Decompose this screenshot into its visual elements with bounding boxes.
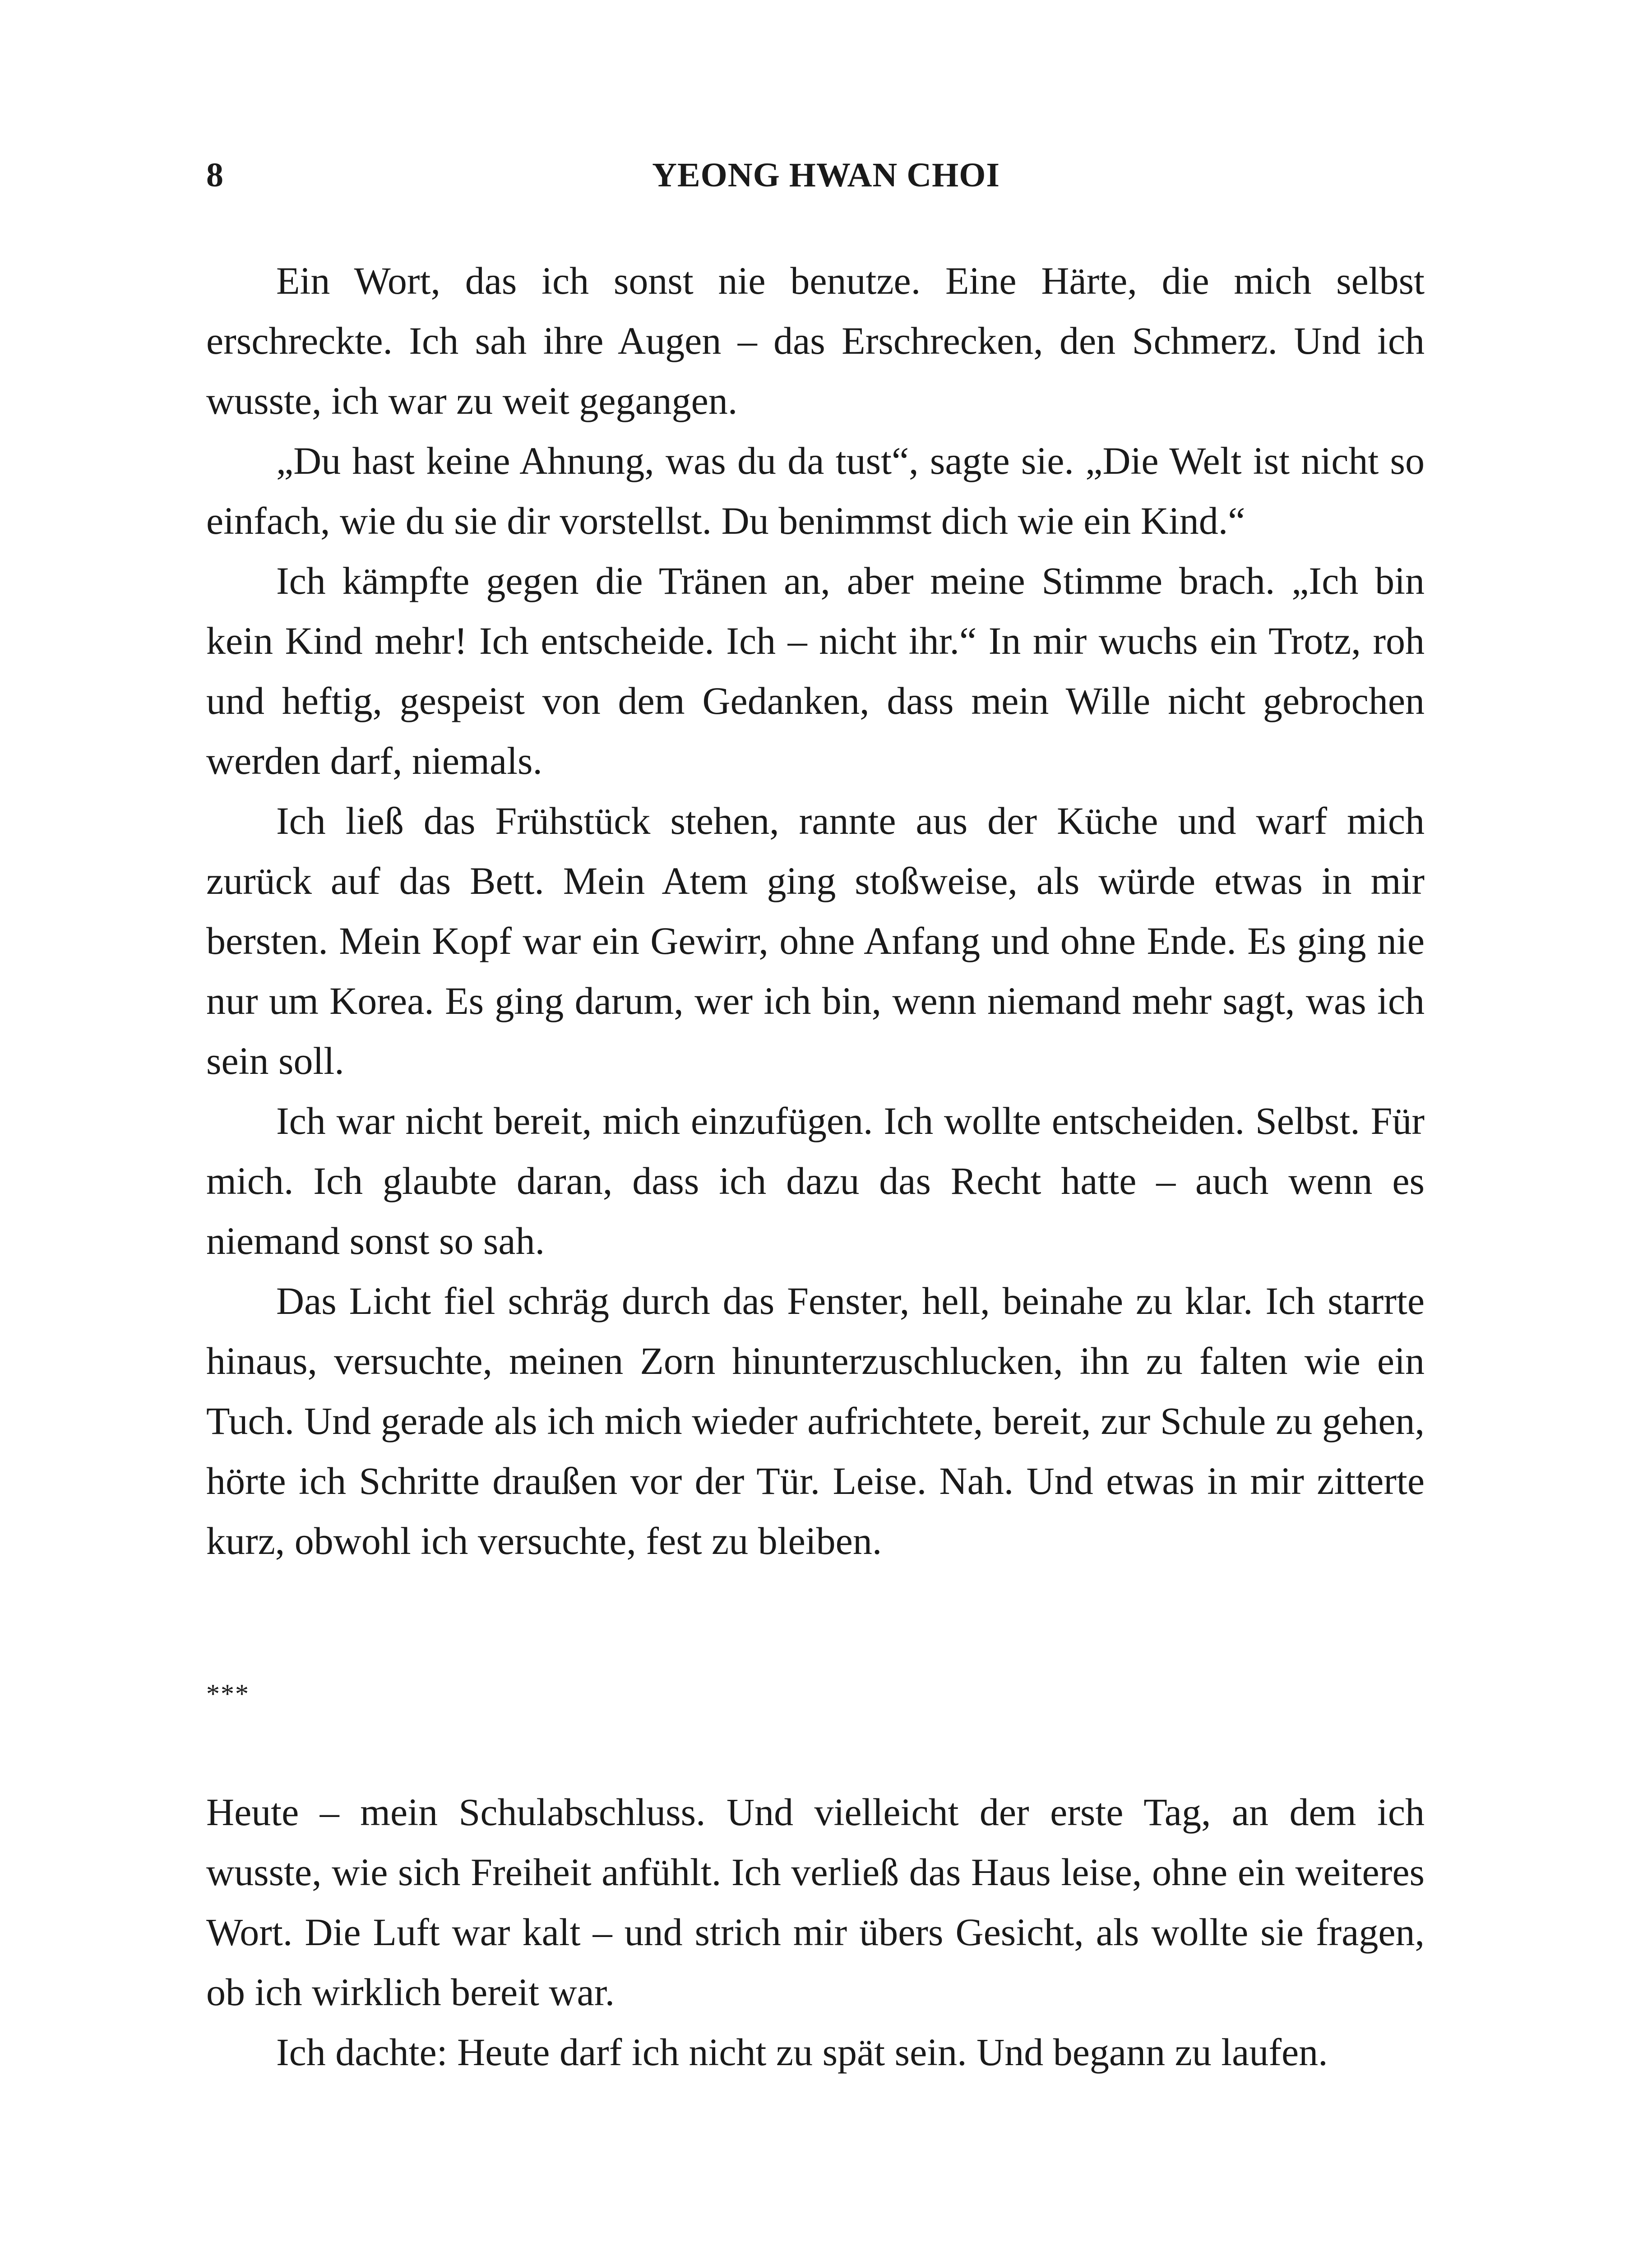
body-text-section-1: [206, 251, 1425, 1571]
paragraph: „Du hast keine Ahnung, was du da tust“, sagte sie. „Die Welt ist nicht so einfach, wie du sie dir vorstellst. Du benimmst dich wie ein Kind.“: [206, 439, 1425, 542]
paragraph: Ich kämpfte gegen die Tränen an, aber meine Stimme brach. „Ich bin kein Kind mehr! Ich entscheide. Ich – nicht ihr.“ In mir wuchs ein Trotz, roh und heftig, gespeist von dem Gedanken, dass mein Wille nicht gebrochen werden darf, niemals.: [206, 559, 1425, 782]
page-number: 8: [206, 156, 224, 194]
section-separator: ***: [206, 1679, 250, 1709]
paragraph: Das Licht fiel schräg durch das Fenster, hell, beinahe zu klar. Ich starrte hinaus, versuchte, meinen Zorn hinunterzuschlucken, ihn zu falten wie ein Tuch. Und gerade als ich mich wieder aufrichtete, bereit, zur Schule zu gehen, hörte ich Schritte draußen vor der Tür. Leise. Nah. Und etwas in mir zitterte kurz, obwohl ich versuchte, fest zu bleiben.: [206, 1279, 1425, 1563]
running-header: [206, 156, 1446, 201]
paragraph: Ein Wort, das ich sonst nie benutze. Eine Härte, die mich selbst erschreckte. Ich sah ihre Augen – das Erschrecken, den Schmerz. Und ich wusste, ich war zu weit gegangen.: [206, 259, 1425, 422]
paragraph: Ich war nicht bereit, mich einzufügen. Ich wollte entscheiden. Selbst. Für mich. Ich glaubte daran, dass ich dazu das Recht hatte – auch wenn es niemand sonst so sah.: [206, 1099, 1425, 1262]
running-head-author: YEONG HWAN CHOI: [652, 156, 1000, 194]
body-text-section-2: [206, 1782, 1425, 2082]
paragraph: Ich ließ das Frühstück stehen, rannte aus der Küche und warf mich zurück auf das Bett. Mein Atem ging stoßweise, als würde etwas in mir bersten. Mein Kopf war ein Gewirr, ohne Anfang und ohne Ende. Es ging nie nur um Korea. Es ging darum, wer ich bin, wenn niemand mehr sagt, was ich sein soll.: [206, 799, 1425, 1082]
paragraph: Heute – mein Schulabschluss. Und vielleicht der erste Tag, an dem ich wusste, wie sich Freiheit anfühlt. Ich verließ das Haus leise, ohne ein weiteres Wort. Die Luft war kalt – und strich mir übers Gesicht, als wollte sie fragen, ob ich wirklich bereit war.: [206, 1790, 1425, 2014]
paragraph: Ich dachte: Heute darf ich nicht zu spät sein. Und begann zu laufen.: [276, 2030, 1328, 2074]
